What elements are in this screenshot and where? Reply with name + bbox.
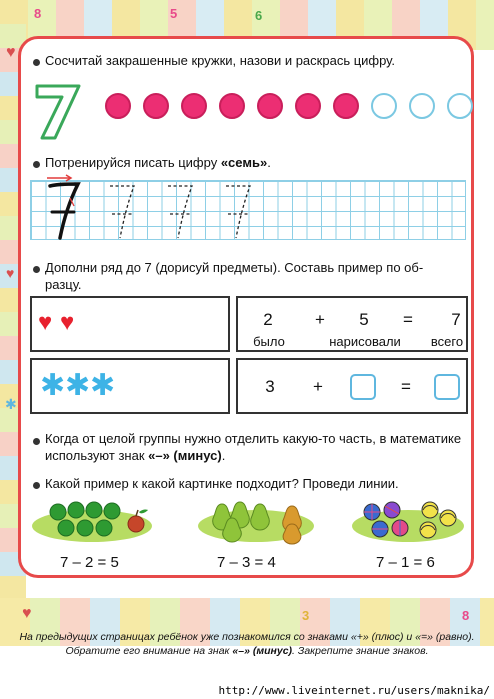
- label-drawn: нарисовали: [329, 334, 401, 349]
- bullet: [33, 438, 40, 445]
- empty-circle: [447, 93, 473, 119]
- empty-circle: [409, 93, 435, 119]
- snowflake-icon: ✱: [65, 369, 91, 402]
- decorative-number: 6: [255, 8, 263, 23]
- filled-circle: [257, 93, 283, 119]
- snowflakes-box[interactable]: [30, 358, 230, 414]
- parent-note: [14, 630, 480, 658]
- task3-line2: разцу.: [45, 277, 82, 292]
- answer-slot[interactable]: [434, 374, 460, 400]
- task4-text: используют знак: [45, 448, 149, 463]
- snowflake-icon: ✱: [40, 369, 66, 402]
- equation-box-1: [236, 296, 468, 352]
- plus-sign: +: [315, 310, 325, 329]
- task4-line2: [45, 447, 475, 464]
- filled-circle: [105, 93, 131, 119]
- minus-sign-term: «–» (минус): [148, 448, 222, 463]
- heart-icon: ♥: [38, 309, 53, 336]
- task4-line1: Когда от целой группы нужно отделить какую-то часть, в математике: [45, 431, 462, 446]
- equation-term: 3: [265, 377, 275, 396]
- expression-7-minus-3[interactable]: 7 – 3 = 4: [217, 554, 276, 571]
- filled-circle: [219, 93, 245, 119]
- expression-7-minus-2[interactable]: 7 – 2 = 5: [60, 554, 119, 571]
- bullet: [33, 482, 40, 489]
- plus-sign: +: [313, 377, 323, 396]
- equals-sign: =: [403, 310, 413, 329]
- task2-instruction: [45, 154, 271, 171]
- equals-sign: =: [401, 377, 411, 396]
- decorative-number: 3: [302, 608, 310, 623]
- decorative-number: 8: [34, 6, 42, 21]
- task5-instruction: Какой пример к какой картинке подходит? Проведи линии.: [45, 476, 399, 491]
- task4-text-suffix: .: [221, 448, 226, 463]
- task2-bold-text: «семь»: [220, 155, 268, 170]
- bullet: [33, 161, 40, 168]
- filled-circle: [143, 93, 169, 119]
- pears-picture[interactable]: [192, 496, 322, 546]
- filled-circle: [333, 93, 359, 119]
- note-line2: [14, 644, 480, 658]
- equation-term: 2: [263, 310, 273, 329]
- balls-picture[interactable]: [350, 496, 465, 546]
- note-text-suffix: . Закрепите знание знаков.: [292, 645, 429, 657]
- equation-term: 5: [359, 310, 369, 329]
- snowflake-icon: ✱: [90, 369, 116, 402]
- label-total: всего: [430, 334, 464, 349]
- heart-icon: ♥: [6, 265, 15, 281]
- equation-box-2: [236, 358, 468, 414]
- heart-icon: ♥: [22, 605, 32, 622]
- task2-text-suffix: .: [267, 155, 271, 170]
- expression-7-minus-1[interactable]: 7 – 1 = 6: [376, 554, 435, 571]
- empty-circle: [371, 93, 397, 119]
- star-icon: ✱: [5, 396, 17, 412]
- task3-line1: Дополни ряд до 7 (дорисуй предметы). Составь пример по об-: [45, 260, 424, 275]
- decorative-number: 5: [170, 6, 178, 21]
- task4-instruction: [45, 430, 475, 464]
- bullet: [33, 266, 40, 273]
- label-was: было: [253, 334, 285, 349]
- filled-circle: [295, 93, 321, 119]
- equation-result: 7: [451, 310, 461, 329]
- answer-slot[interactable]: [350, 374, 376, 400]
- digit-seven-outline: [33, 82, 83, 140]
- task2-text: Потренируйся писать цифру: [45, 155, 221, 170]
- task1-instruction: Сосчитай закрашенные кружки, назови и раскрась цифру.: [45, 53, 395, 68]
- source-url[interactable]: http://www.liveinternet.ru/users/maknika/: [218, 684, 490, 697]
- note-text: Обратите его внимание на знак: [65, 645, 233, 657]
- heart-icon: ♥: [6, 44, 16, 61]
- heart-icon: ♥: [60, 309, 75, 336]
- note-line1: На предыдущих страницах ребёнок уже познакомился со знаками «+» (плюс) и «=» (равно).: [19, 631, 475, 643]
- bullet: [33, 59, 40, 66]
- hearts-box[interactable]: [30, 296, 230, 352]
- filled-circle: [181, 93, 207, 119]
- note-minus-term: «–» (минус): [232, 645, 293, 657]
- sample-sevens: [30, 172, 270, 247]
- decorative-number: 8: [462, 608, 470, 623]
- apples-picture[interactable]: [30, 496, 160, 546]
- task3-instruction: [45, 259, 465, 293]
